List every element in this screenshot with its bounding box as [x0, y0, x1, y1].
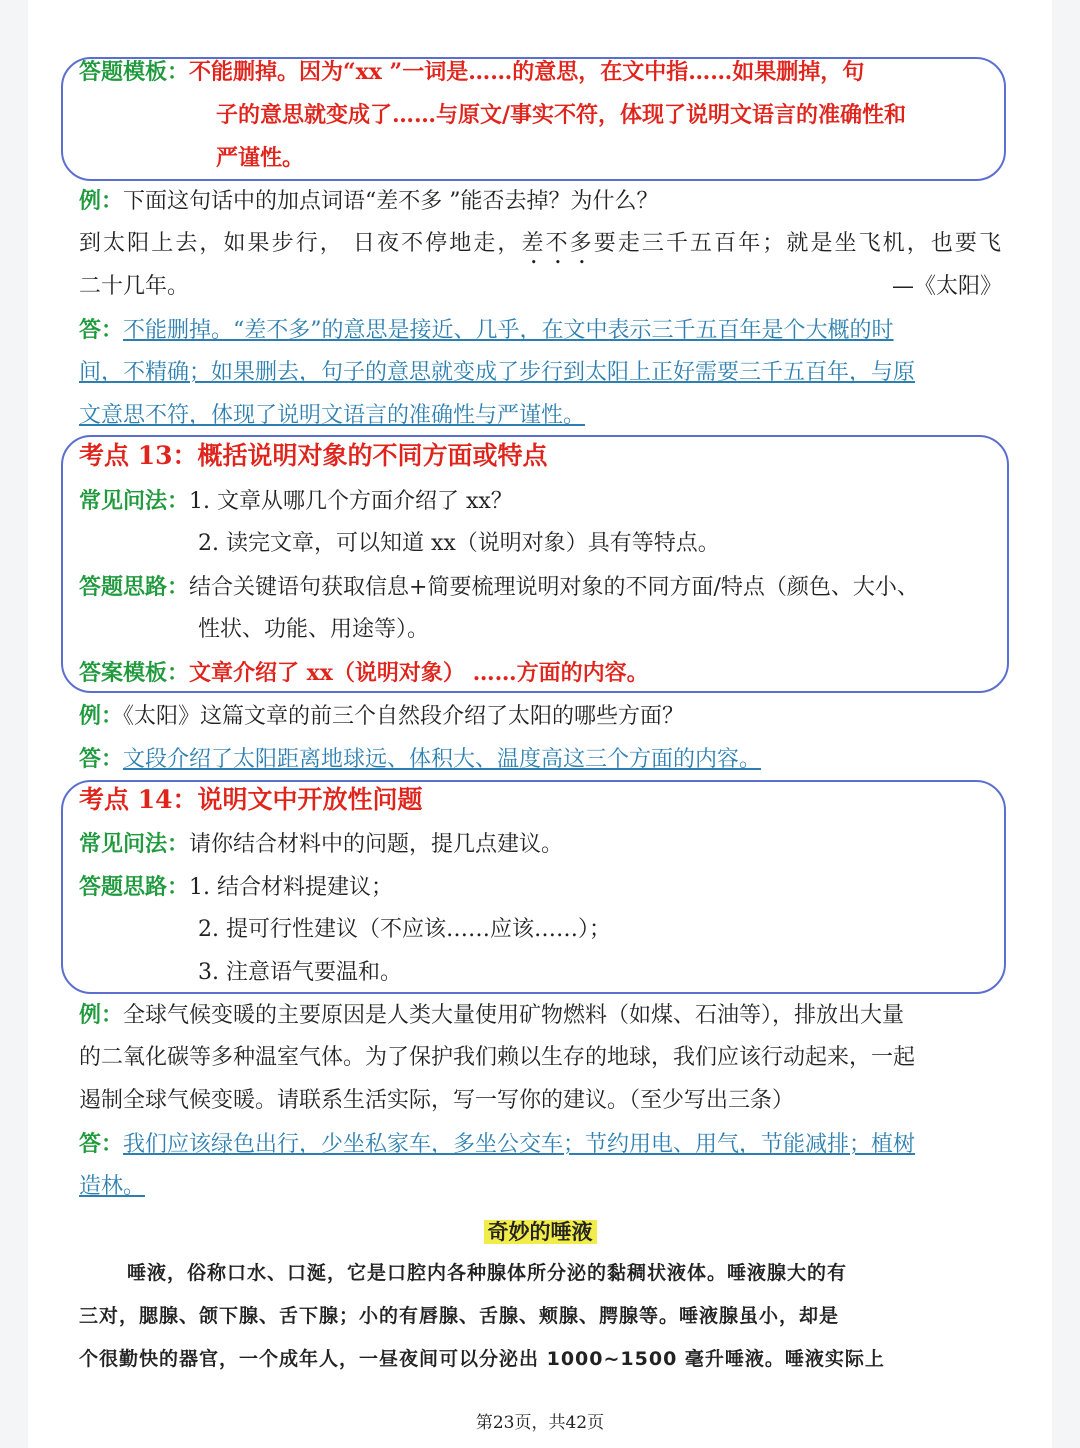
- example2-answer-text: 文段介绍了太阳距离地球远、体积大、温度高这三个方面的内容。: [123, 747, 762, 772]
- essay-line-3: 个很勤快的器官，一个成年人，一昼夜间可以分泌出 1000~1500 毫升唾液。唾液实际上: [79, 1348, 885, 1370]
- template-line-2: 子的意思就变成了……与原文/事实不符，体现了说明文语言的准确性和: [216, 102, 907, 128]
- essay-title-text: 奇妙的唾液: [484, 1220, 597, 1244]
- essay-line-2: 三对，腮腺、颌下腺、舌下腺；小的有唇腺、舌腺、颊腺、腭腺等。唾液腺虽小，却是: [79, 1305, 840, 1327]
- example1-question: [79, 186, 659, 217]
- ask-label: 常见问法：: [79, 488, 190, 514]
- page-footer: 第23页，共42页: [475, 1413, 605, 1433]
- point13-template: [79, 658, 649, 689]
- point14-heading: 考点 14：说明文中开放性问题: [79, 785, 423, 814]
- answer-label: 答：: [79, 746, 124, 772]
- example1-answer-text-1: 不能删掉。“差不多”的意思是接近、几乎，在文中表示三千五百年是个大概的时: [123, 318, 894, 343]
- example1-answer-2: 间，不精确；如果删去，句子的意思就变成了步行到太阳上正好需要三千五百年，与原: [79, 360, 916, 385]
- example-label: 例：: [79, 703, 124, 729]
- example3-question-3: 遏制全球气候变暖。请联系生活实际，写一写你的建议。（至少写出三条）: [79, 1088, 795, 1113]
- template-text-1: 不能删掉。因为“xx ”一词是……的意思，在文中指……如果删掉，句: [189, 59, 865, 85]
- point13-template-text: 文章介绍了 xx（说明对象） ……方面的内容。: [189, 660, 649, 686]
- template-line-1: [79, 57, 864, 88]
- example3-answer-text-1: 我们应该绿色出行，少坐私家车，多坐公交车；节约用电、用气，节能减排；植树: [123, 1132, 916, 1157]
- example3-question-1: [79, 1000, 904, 1031]
- example1-answer-3: 文意思不符，体现了说明文语言的准确性与严谨性。: [79, 403, 586, 428]
- example1-quote-line-1: [79, 229, 1001, 269]
- example3-answer-1: [79, 1129, 915, 1160]
- example-label: 例：: [79, 1002, 124, 1028]
- template-label: 答题模板：: [79, 59, 190, 85]
- example2-question-text: 《太阳》这篇文章的前三个自然段介绍了太阳的哪些方面？: [123, 704, 685, 729]
- point13-heading: 考点 13：概括说明对象的不同方面或特点: [79, 441, 548, 470]
- point13-idea-text-1: 结合关键语句获取信息+简要梳理说明对象的不同方面/特点（颜色、大小、: [189, 575, 919, 600]
- point14-idea-3: 3. 注意语气要温和。: [198, 960, 402, 985]
- point14-ask-text: 请你结合材料中的问题，提几点建议。: [189, 832, 564, 857]
- essay-title: [0, 1216, 1080, 1246]
- example3-answer-2: 造林。: [79, 1174, 146, 1199]
- example2-answer: [79, 744, 761, 775]
- example1-source: —《太阳》: [891, 274, 1002, 299]
- template-line-3: 严谨性。: [216, 145, 305, 171]
- point13-idea-2: 性状、功能、用途等）。: [198, 617, 430, 642]
- point14-ask: [79, 829, 563, 860]
- point13-idea-1: [79, 572, 919, 603]
- answer-label: 答：: [79, 1131, 124, 1157]
- point14-idea-1: [79, 872, 393, 903]
- example-label: 例：: [79, 188, 124, 214]
- point13-ask-1: [79, 486, 513, 517]
- dotted-word: 差不多: [521, 231, 594, 256]
- example1-answer-1: [79, 315, 894, 346]
- essay-line-1: 唾液，俗称口水、口涎，它是口腔内各种腺体所分泌的黏稠状液体。唾液腺大的有: [127, 1262, 848, 1284]
- example1-quote-line-2: 二十几年。: [79, 274, 190, 299]
- ask-label: 常见问法：: [79, 831, 190, 857]
- point13-box: [61, 435, 1009, 693]
- point13-ask-text-1: 1. 文章从哪几个方面介绍了 xx？: [189, 489, 513, 514]
- example3-question-text-1: 全球气候变暖的主要原因是人类大量使用矿物燃料（如煤、石油等），排放出大量: [123, 1003, 905, 1028]
- idea-label: 答题思路：: [79, 874, 190, 900]
- point13-ask-2: 2. 读完文章，可以知道 xx（说明对象）具有等特点。: [198, 531, 720, 556]
- quote-part-a: 到太阳上去，如果步行， 日夜不停地走，: [79, 231, 522, 256]
- answer-label: 答：: [79, 317, 124, 343]
- template-answer-label: 答案模板：: [79, 660, 190, 686]
- example2-question: [79, 701, 684, 732]
- point14-idea-text-1: 1. 结合材料提建议；: [189, 875, 393, 900]
- example3-question-2: 的二氧化碳等多种温室气体。为了保护我们赖以生存的地球，我们应该行动起来，一起: [79, 1045, 916, 1070]
- quote-part-b: 要走三千五百年；就是坐飞机，也要飞: [593, 231, 1001, 256]
- idea-label: 答题思路：: [79, 574, 190, 600]
- point14-idea-2: 2. 提可行性建议（不应该……应该……）；: [198, 917, 611, 942]
- example1-question-text: 下面这句话中的加点词语“差不多 ”能否去掉？为什么？: [123, 189, 659, 214]
